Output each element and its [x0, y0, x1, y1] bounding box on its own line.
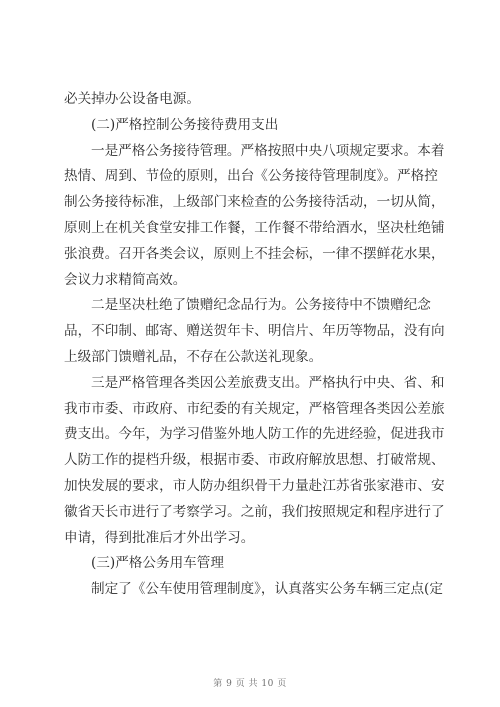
text-line: 张浪费。召开各类会议，原则上不挂会标，一律不摆鲜花水果， — [64, 245, 445, 262]
text-line: 三是严格管理各类因公差旅费支出。严格执行中央、省、和 — [91, 374, 445, 391]
text-line: 制公务接待标准，上级部门来检查的公务接待活动，一切从简， — [64, 194, 445, 211]
text-line: 会议力求精简高效。 — [64, 271, 187, 288]
text-line: 徽省天长市进行了考察学习。之前，我们按照规定和程序进行了 — [64, 503, 445, 520]
text-line: 人防工作的提档升级，根据市委、市政府解放思想、打破常规、 — [64, 452, 445, 469]
text-line: 原则上在机关食堂安排工作餐，工作餐不带给酒水，坚决杜绝铺 — [64, 219, 445, 236]
text-line: 制定了《公车使用管理制度》，认真落实公务车辆三定点(定 — [91, 581, 443, 598]
text-line: 申请，得到批准后才外出学习。 — [64, 529, 255, 546]
text-line: 我市市委、市政府、市纪委的有关规定，严格管理各类因公差旅 — [64, 400, 445, 417]
document-body — [64, 87, 445, 603]
text-line: 二是坚决杜绝了馈赠纪念品行为。公务接待中不馈赠纪念 — [91, 297, 431, 314]
page-footer — [0, 676, 500, 689]
text-line: 一是严格公务接待管理。严格按照中央八项规定要求。本着 — [91, 142, 445, 159]
text-line: 必关掉办公设备电源。 — [64, 91, 200, 107]
text-line: 热情、周到、节俭的原则，出台《公务接待管理制度》。严格控 — [64, 168, 438, 185]
text-line: 费支出。今年，为学习借鉴外地人防工作的先进经验，促进我市 — [64, 426, 445, 443]
text-line: 品，不印制、邮寄、赠送贺年卡、明信片、年历等物品，没有向 — [64, 323, 445, 340]
page-number: 第 9 页 共 10 页 — [213, 679, 287, 689]
text-line: 加快发展的要求，市人防办组织骨干力量赴江苏省张家港市、安 — [64, 477, 445, 494]
text-line: 上级部门馈赠礼品，不存在公款送礼现象。 — [64, 348, 323, 365]
section-heading: (三)严格公务用车管理 — [91, 555, 224, 572]
section-heading: (二)严格控制公务接待费用支出 — [91, 116, 279, 133]
